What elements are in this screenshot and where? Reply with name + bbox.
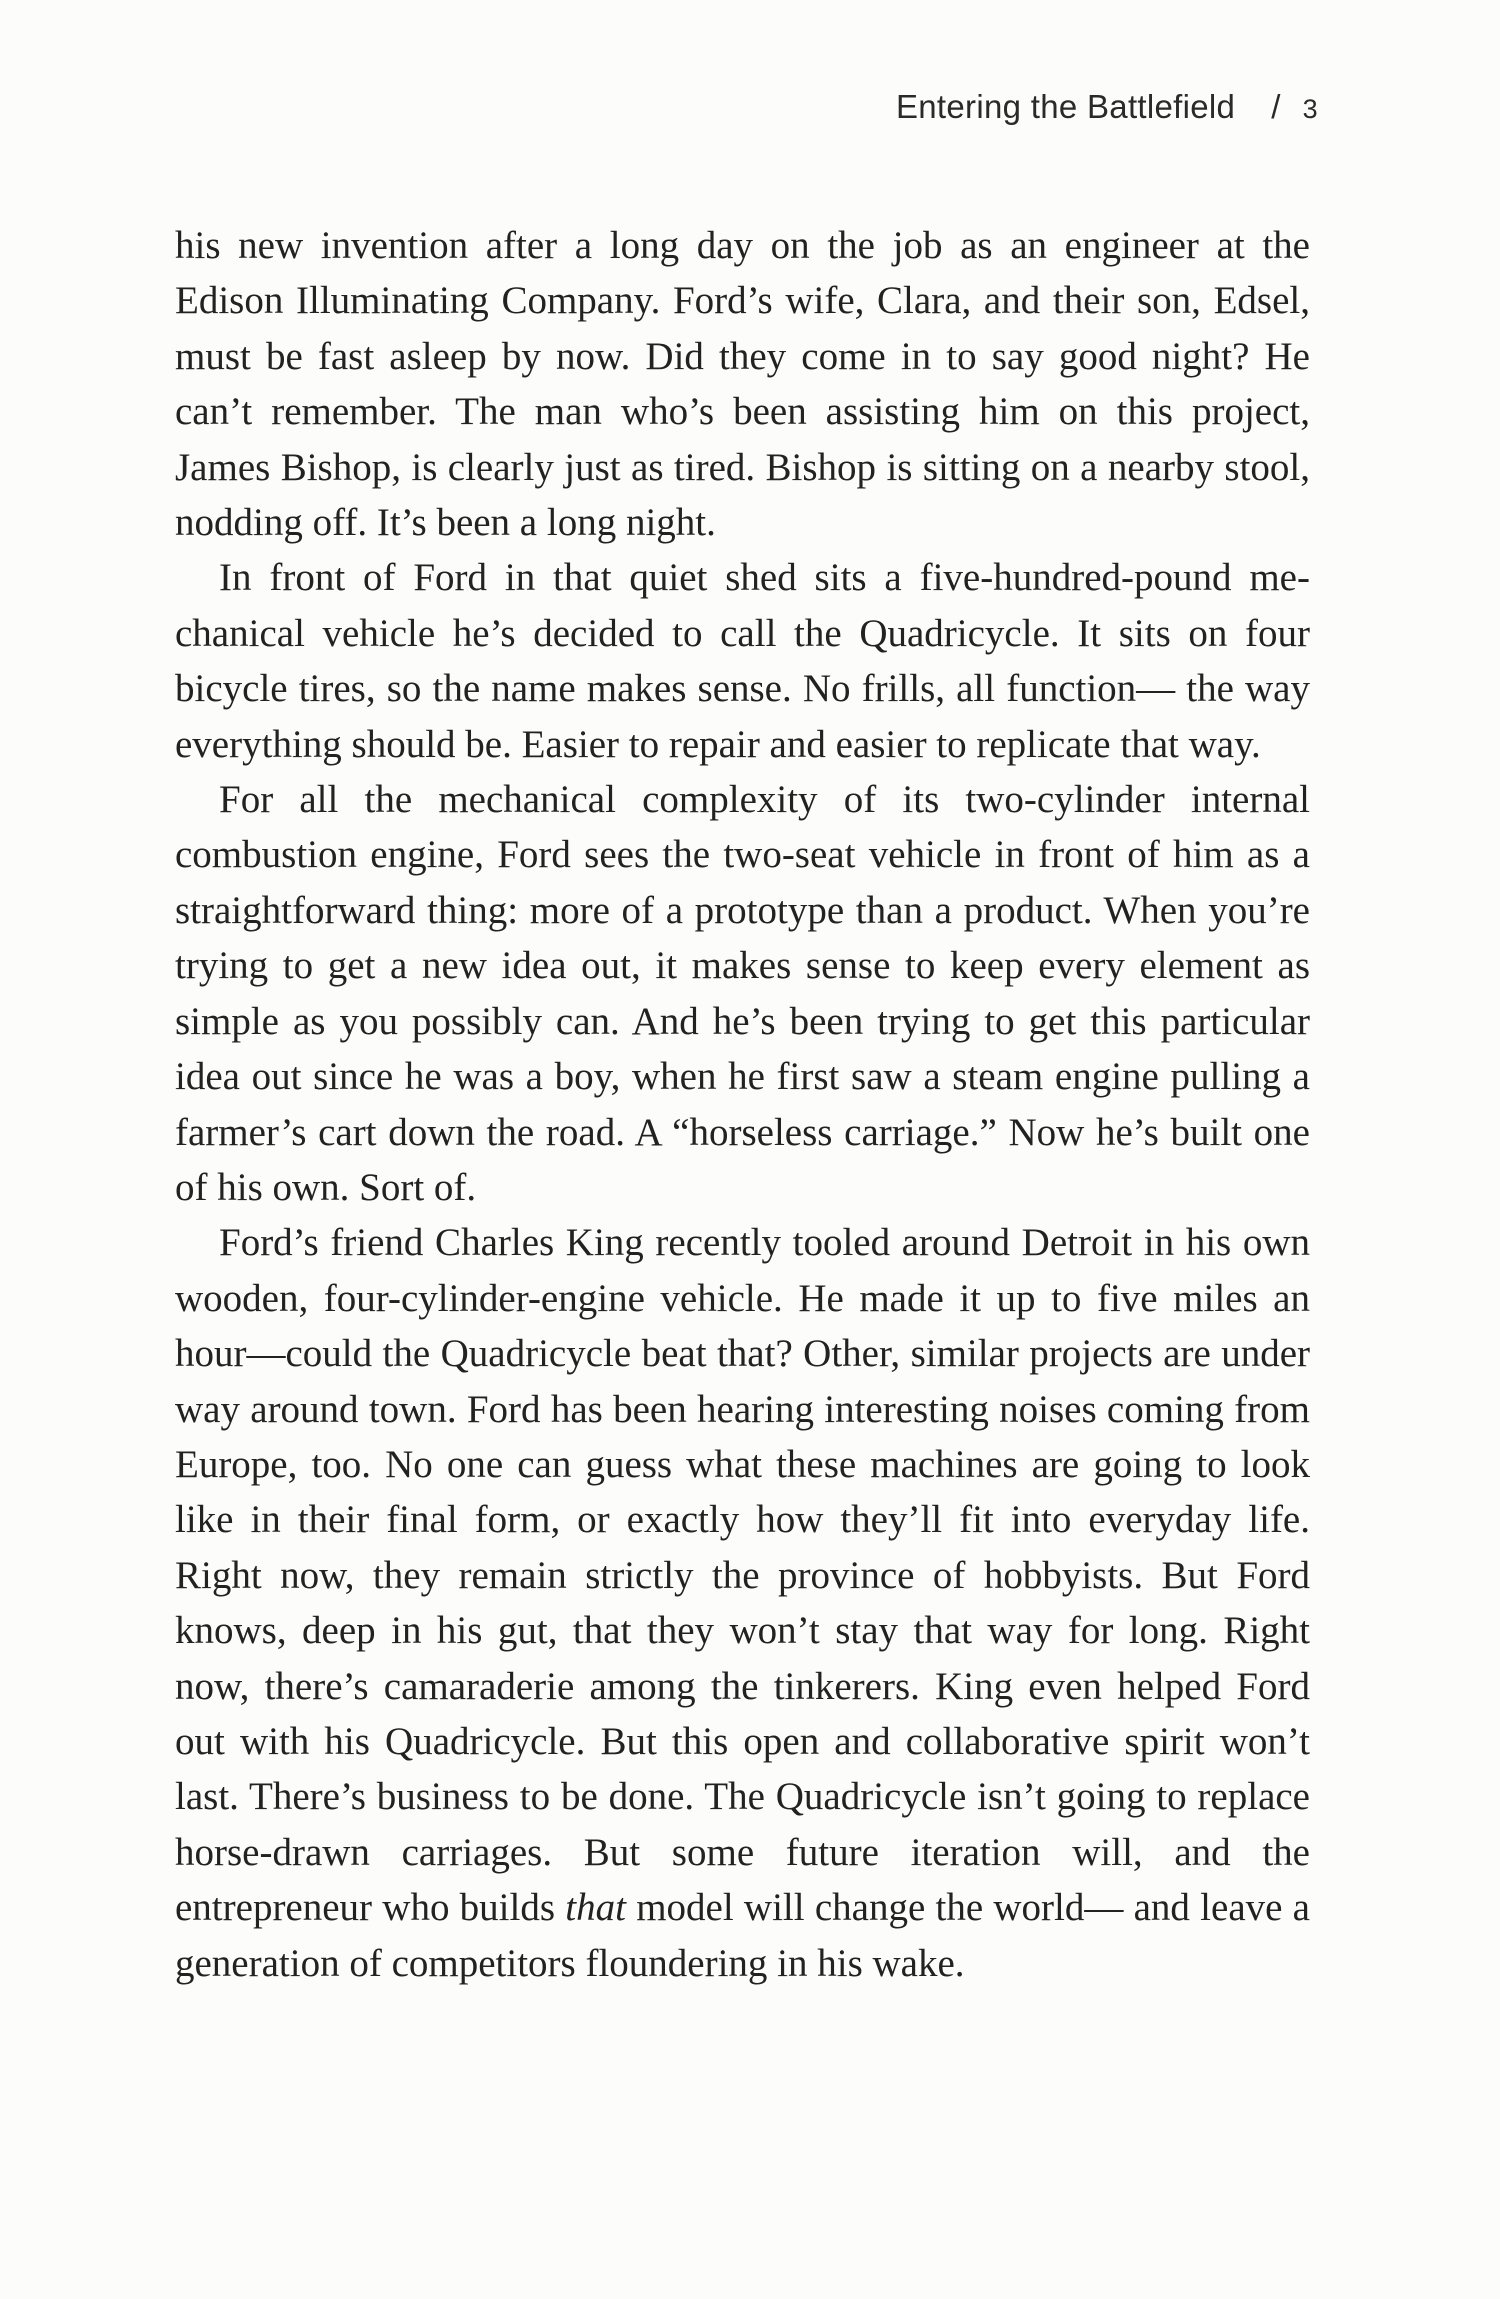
- header-separator: /: [1271, 88, 1281, 125]
- paragraph-1: his new invention after a long day on the job as an engineer at the Edison Illuminating Company. Ford’s wife, Clara, and their son, Edsel, must be fast asleep by now. Did they come in to say good night? He can’t remember. The man who’s been assisting him on this project, James Bishop, is clearly just as tired. Bishop is sitting on a nearby stool, nodding off. It’s been a long night.: [175, 224, 1310, 545]
- paragraph-2: In front of Ford in that quiet shed sits a five-hundred-pound mechanical vehicle he’s decided to call the Quadricycle. It sits on four bicycle tires, so the name makes sense. No frills, all function— the way everything should be. Easier to repair and easier to replicate that way.: [175, 556, 1310, 766]
- paragraph-4-text-before: Ford’s friend Charles King recently tooled around Detroit in his own wooden, four-cylinder-engine vehicle. He made it up to five miles an hour—could the Quadricycle beat that? Other, similar projects are under way around town. Ford has been hearing interesting noises coming from Europe, too. No one can guess what these machines are going to look like in their final form, or exactly how they’ll fit into everyday life. Right now, they remain strictly the province of hobbyists. But Ford knows, deep in his gut, that they won’t stay that way for long. Right now, there’s camaraderie among the tinkerers. King even helped Ford out with his Quadricycle. But this open and collaborative spirit won’t last. There’s business to be done. The Quadricycle isn’t going to replace horse-drawn carriages. But some future iteration will, and the entrepreneur who builds: [175, 1221, 1310, 1930]
- paragraph-3: For all the mechanical complexity of its two-cylinder internal combustion engine, Ford sees the two-seat vehicle in front of him as a straightforward thing: more of a prototype than a product. When you’re trying to get a new idea out, it makes sense to keep every element as simple as you possibly can. And he’s been trying to get this particular idea out since he was a boy, when he first saw a steam engine pulling a farmer’s cart down the road. A “horseless carriage.” Now he’s built one of his own. Sort of.: [175, 778, 1310, 1209]
- paragraph-4-emphasis: that: [565, 1886, 626, 1930]
- running-header: [896, 88, 1318, 126]
- body-text: [175, 218, 1310, 1991]
- page-number: 3: [1302, 94, 1318, 124]
- paragraph-4-text-after: model will change the world— and leave a generation of competitors floundering in his wake.: [175, 1886, 1310, 1985]
- running-title: Entering the Battlefield: [895, 88, 1236, 125]
- paragraph-4: [175, 1215, 1310, 1991]
